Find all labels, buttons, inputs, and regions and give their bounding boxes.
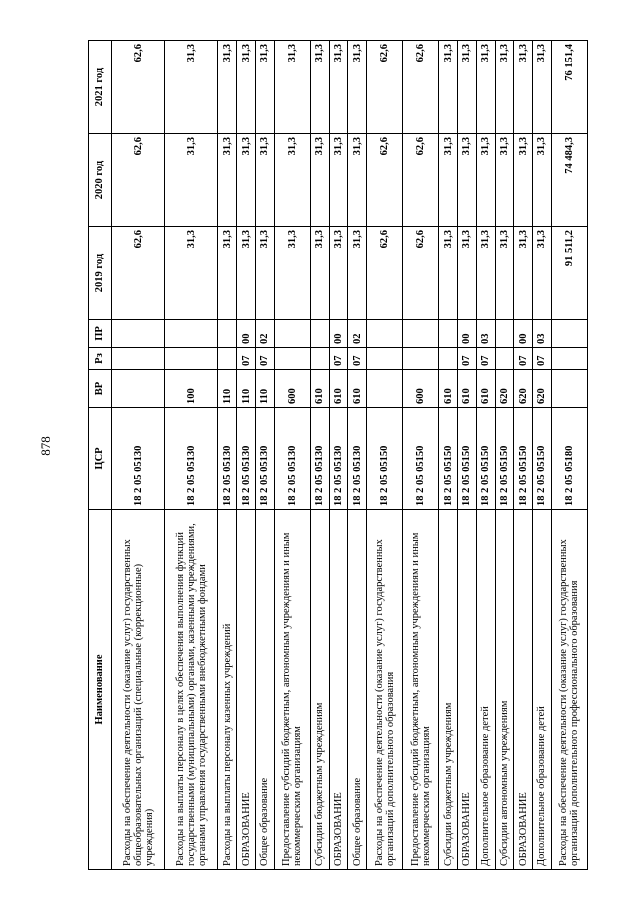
row-rz-cell: 07 [457,348,476,370]
row-2019-cell: 31,3 [256,227,275,320]
table-row [165,41,218,870]
row-code-cell: 18 2 05 05130 [112,408,165,510]
header-code: ЦСР [89,408,112,510]
row-code-cell: 18 2 05 05130 [274,408,310,510]
row-2021-cell: 31,3 [457,41,476,134]
row-code-cell: 18 2 05 05130 [329,408,348,510]
row-vr-cell: 110 [256,370,275,408]
row-2021-cell: 31,3 [514,41,533,134]
row-code-cell: 18 2 05 05150 [367,408,403,510]
header-pr: ПР [89,320,112,348]
row-2020-cell: 31,3 [514,134,533,227]
row-2019-cell: 31,3 [439,227,458,320]
row-vr-cell: 110 [218,370,237,408]
row-2019-cell: 31,3 [310,227,329,320]
row-2021-cell: 76 151,4 [551,41,587,134]
table-row [329,41,348,870]
row-2020-cell: 31,3 [165,134,218,227]
row-2019-cell: 31,3 [514,227,533,320]
header-2021: 2021 год [89,41,112,134]
row-pr-cell [165,320,218,348]
row-2020-cell: 74 484,3 [551,134,587,227]
row-2020-cell: 62,6 [367,134,403,227]
table-row [256,41,275,870]
row-pr-cell: 03 [476,320,495,348]
row-2020-cell: 31,3 [329,134,348,227]
row-2019-cell: 31,3 [237,227,256,320]
row-name-cell: ОБРАЗОВАНИЕ [514,510,533,870]
row-code-cell: 18 2 05 05150 [495,408,514,510]
row-vr-cell: 620 [495,370,514,408]
table-row [476,41,495,870]
row-2019-cell: 31,3 [218,227,237,320]
row-2021-cell: 31,3 [237,41,256,134]
row-name-cell: Субсидии бюджетным учреждениям [439,510,458,870]
row-name-cell: ОБРАЗОВАНИЕ [457,510,476,870]
row-pr-cell [495,320,514,348]
table-row [237,41,256,870]
row-rz-cell: 07 [514,348,533,370]
row-code-cell: 18 2 05 05130 [237,408,256,510]
row-name-cell: ОБРАЗОВАНИЕ [237,510,256,870]
header-2019: 2019 год [89,227,112,320]
row-rz-cell [112,348,165,370]
row-2019-cell: 31,3 [476,227,495,320]
row-vr-cell: 610 [476,370,495,408]
row-code-cell: 18 2 05 05150 [439,408,458,510]
header-2020: 2020 год [89,134,112,227]
row-name-cell: Расходы на обеспечение деятельности (оказание услуг) государственных общеобразовательных организаций (специальные (коррекционные) учреждения) [112,510,165,870]
row-rz-cell [403,348,439,370]
row-2020-cell: 31,3 [533,134,552,227]
row-rz-cell [495,348,514,370]
table-row [403,41,439,870]
row-pr-cell: 00 [514,320,533,348]
row-pr-cell: 02 [348,320,367,348]
row-rz-cell [310,348,329,370]
row-2021-cell: 31,3 [348,41,367,134]
table-row [495,41,514,870]
row-2021-cell: 31,3 [218,41,237,134]
page-number: 878 [37,436,53,456]
row-rz-cell: 07 [533,348,552,370]
table-header-row [89,41,112,870]
row-rz-cell [165,348,218,370]
header-vr: ВР [89,370,112,408]
row-2019-cell: 31,3 [533,227,552,320]
row-code-cell: 18 2 05 05130 [348,408,367,510]
row-2020-cell: 31,3 [237,134,256,227]
row-2019-cell: 62,6 [367,227,403,320]
row-pr-cell: 03 [533,320,552,348]
row-pr-cell [310,320,329,348]
row-2019-cell: 31,3 [348,227,367,320]
row-vr-cell: 600 [274,370,310,408]
row-code-cell: 18 2 05 05150 [403,408,439,510]
row-pr-cell [218,320,237,348]
row-2021-cell: 31,3 [256,41,275,134]
row-2020-cell: 62,6 [112,134,165,227]
row-vr-cell [367,370,403,408]
row-vr-cell: 600 [403,370,439,408]
row-name-cell: Расходы на выплаты персоналу в целях обеспечения выполнения функций государственными (муниципальными) органами, казенными учреждениями, органами управления государственными внебюджетными фондами [165,510,218,870]
table-row [514,41,533,870]
row-code-cell: 18 2 05 05130 [256,408,275,510]
row-name-cell: Расходы на обеспечение деятельности (оказание услуг) государственных организаций дополнительного профессионального образования [551,510,587,870]
row-2021-cell: 31,3 [533,41,552,134]
row-rz-cell [218,348,237,370]
row-2021-cell: 31,3 [495,41,514,134]
row-rz-cell: 07 [329,348,348,370]
row-2021-cell: 31,3 [476,41,495,134]
row-rz-cell: 07 [476,348,495,370]
row-2021-cell: 62,6 [403,41,439,134]
row-vr-cell: 610 [457,370,476,408]
row-pr-cell: 00 [237,320,256,348]
row-2019-cell: 31,3 [329,227,348,320]
row-code-cell: 18 2 05 05130 [218,408,237,510]
table-row [310,41,329,870]
rotated-table-container [88,40,588,870]
table-row [439,41,458,870]
row-2019-cell: 31,3 [457,227,476,320]
table-row [218,41,237,870]
row-rz-cell: 07 [256,348,275,370]
row-rz-cell [439,348,458,370]
table-row [274,41,310,870]
row-vr-cell: 110 [237,370,256,408]
row-code-cell: 18 2 05 05130 [310,408,329,510]
row-rz-cell [551,348,587,370]
row-2019-cell: 62,6 [112,227,165,320]
table-row [533,41,552,870]
row-name-cell: Дополнительное образование детей [476,510,495,870]
row-2021-cell: 31,3 [439,41,458,134]
row-vr-cell: 620 [514,370,533,408]
row-name-cell: Предоставление субсидий бюджетным, автономным учреждениям и иным некоммерческим организациям [274,510,310,870]
row-pr-cell [439,320,458,348]
row-pr-cell: 00 [457,320,476,348]
row-2021-cell: 62,6 [367,41,403,134]
row-2019-cell: 62,6 [403,227,439,320]
row-2020-cell: 31,3 [310,134,329,227]
row-name-cell: Субсидии автономным учреждениям [495,510,514,870]
row-pr-cell: 00 [329,320,348,348]
table-row [457,41,476,870]
row-name-cell: Общее образование [348,510,367,870]
row-pr-cell: 02 [256,320,275,348]
row-vr-cell [551,370,587,408]
budget-table [88,40,588,870]
row-code-cell: 18 2 05 05150 [457,408,476,510]
row-2021-cell: 31,3 [274,41,310,134]
row-2021-cell: 31,3 [310,41,329,134]
row-code-cell: 18 2 05 05150 [514,408,533,510]
header-rz: Рз [89,348,112,370]
table-row [112,41,165,870]
row-2020-cell: 31,3 [274,134,310,227]
row-name-cell: ОБРАЗОВАНИЕ [329,510,348,870]
row-vr-cell: 620 [533,370,552,408]
row-2020-cell: 31,3 [348,134,367,227]
row-name-cell: Расходы на выплаты персоналу казенных учреждений [218,510,237,870]
row-2020-cell: 62,6 [403,134,439,227]
row-2020-cell: 31,3 [457,134,476,227]
row-vr-cell: 610 [348,370,367,408]
row-name-cell: Общее образование [256,510,275,870]
row-code-cell: 18 2 05 05150 [476,408,495,510]
table-row [367,41,403,870]
row-code-cell: 18 2 05 05130 [165,408,218,510]
row-name-cell: Расходы на обеспечение деятельности (оказание услуг) государственных организаций дополнительного образования [367,510,403,870]
row-2020-cell: 31,3 [439,134,458,227]
row-pr-cell [367,320,403,348]
row-pr-cell [112,320,165,348]
row-2020-cell: 31,3 [218,134,237,227]
row-vr-cell: 610 [439,370,458,408]
row-pr-cell [403,320,439,348]
row-2019-cell: 31,3 [495,227,514,320]
header-name: Наименование [89,510,112,870]
row-vr-cell: 610 [329,370,348,408]
row-rz-cell: 07 [237,348,256,370]
row-pr-cell [274,320,310,348]
row-2020-cell: 31,3 [256,134,275,227]
row-code-cell: 18 2 05 05150 [533,408,552,510]
row-name-cell: Субсидии бюджетным учреждениям [310,510,329,870]
row-2019-cell: 91 511,2 [551,227,587,320]
row-code-cell: 18 2 05 05180 [551,408,587,510]
row-rz-cell [367,348,403,370]
row-2021-cell: 31,3 [165,41,218,134]
row-vr-cell: 610 [310,370,329,408]
row-name-cell: Предоставление субсидий бюджетным, автономным учреждениям и иным некоммерческим организациям [403,510,439,870]
row-2020-cell: 31,3 [476,134,495,227]
row-pr-cell [551,320,587,348]
row-vr-cell [112,370,165,408]
row-2019-cell: 31,3 [274,227,310,320]
table-row [551,41,587,870]
row-2019-cell: 31,3 [165,227,218,320]
row-rz-cell [274,348,310,370]
row-name-cell: Дополнительное образование детей [533,510,552,870]
row-rz-cell: 07 [348,348,367,370]
row-2021-cell: 31,3 [329,41,348,134]
row-2021-cell: 62,6 [112,41,165,134]
row-vr-cell: 100 [165,370,218,408]
table-row [348,41,367,870]
row-2020-cell: 31,3 [495,134,514,227]
